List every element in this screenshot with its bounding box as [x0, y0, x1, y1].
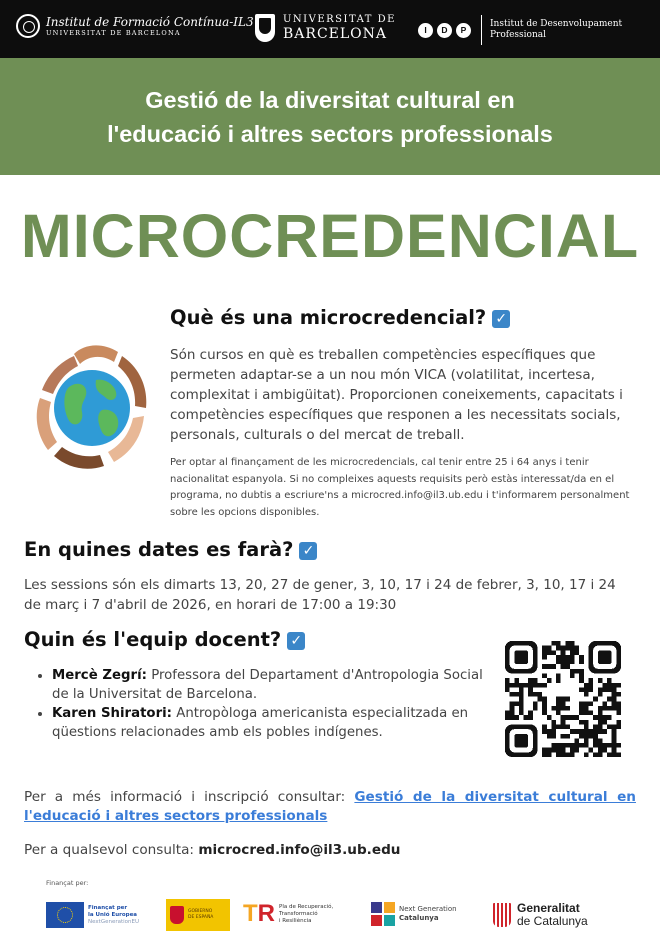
ngc-line2: Catalunya: [399, 914, 439, 922]
generalitat-logo: [493, 902, 588, 928]
idp-line1: Institut de Desenvolupament: [490, 19, 623, 29]
team-member-name: Karen Shiratori:: [52, 706, 173, 721]
team-member-desc: Professora del Departament d'Antropologia Social de la Universitat de Barcelona.: [52, 668, 483, 702]
eu-logo: [46, 902, 139, 928]
what-body: Són cursos en què es treballen competències específiques que permeten adaptar-se a un nou món VICA (volatilitat, incertesa, complexitat i ambigüitat). Proporcionen coneixements, capacitats i competències específiques que responen a les necessitats socials, personals, culturals o del mercat de treball.: [170, 347, 623, 443]
team-member-desc: Antropòloga americanista especialitzada en qüestions relacionades amb els pobles indígenes.: [52, 706, 469, 740]
course-title-banner: [0, 58, 660, 175]
idp-logo[interactable]: [418, 15, 622, 45]
ub-line2: BARCELONA: [283, 26, 388, 42]
course-title-line2: l'educació i altres sectors professionals: [107, 120, 553, 147]
team-member: [52, 704, 497, 742]
course-info-link[interactable]: Gestió de la diversitat cultural en l'educació i altres sectors professionals: [24, 789, 636, 824]
idp-letter-p: P: [456, 23, 471, 38]
prtr-line1: Pla de Recuperació,: [279, 903, 334, 910]
microcredencial-headline: MICROCREDENCIAL: [20, 202, 640, 270]
ub-logo[interactable]: [255, 13, 396, 42]
team-heading-text: Quin és l'equip docent?: [24, 628, 282, 651]
gov-line1: GOBIERNO: [188, 909, 213, 914]
prtr-logo: [243, 899, 333, 929]
contact-prefix: Per a qualsevol consulta:: [24, 842, 195, 858]
what-heading: [170, 306, 510, 329]
check-icon: ✓: [287, 632, 305, 650]
idp-divider: [481, 15, 482, 45]
more-info-paragraph: [24, 788, 636, 826]
spain-government-logo: [166, 899, 230, 931]
header-bar: [0, 0, 660, 58]
check-icon: ✓: [492, 310, 510, 328]
contact-line: [24, 842, 400, 858]
team-member-name: Mercè Zegrí:: [52, 668, 147, 683]
il3-name: Institut de Formació Contínua-IL3: [46, 14, 254, 29]
senyera-icon: [493, 903, 511, 927]
qr-code[interactable]: [505, 641, 621, 757]
idp-letter-i: I: [418, 23, 433, 38]
team-heading: [24, 628, 305, 651]
team-list: [24, 666, 497, 742]
team-member: [52, 666, 497, 704]
prtr-line2: Transformació: [279, 910, 318, 917]
dates-body: Les sessions són els dimarts 13, 20, 27 de gener, 3, 10, 17 i 24 de febrer, 3, 10, 17 i 24 de març i 7 d'abril de 2026, en horari de 17:00 a 19:30: [24, 577, 616, 613]
spain-coat-of-arms-icon: [170, 906, 184, 924]
idp-letter-d: D: [437, 23, 452, 38]
globe-hands-icon: [22, 336, 162, 481]
next-generation-catalunya-logo: [371, 902, 457, 926]
ub-line1: UNIVERSITAT DE: [283, 14, 396, 25]
gov-line2: DE ESPAÑA: [188, 915, 214, 920]
prtr-mark-icon: TR: [243, 900, 276, 927]
funding-eligibility-note: Per optar al finançament de les microcredencials, cal tenir entre 25 i 64 anys i tenir nacionalitat espanyola. Si no compleixes aquests requisits però estàs interessat/da en el programa, no dubtis a escriure'ns a microcred.info@il3.ub.edu i t'informarem personalment sobre les opcions disponibles.: [170, 457, 630, 518]
dates-heading: [24, 538, 317, 561]
il3-subtitle: UNIVERSITAT DE BARCELONA: [46, 28, 181, 37]
gen-line1: Generalitat: [517, 901, 580, 915]
ngc-squares-icon: [371, 902, 395, 926]
what-heading-text: Què és una microcredencial?: [170, 306, 487, 329]
contact-email[interactable]: microcred.info@il3.ub.edu: [198, 842, 401, 858]
eu-line2: la Unió Europea: [88, 911, 138, 918]
ngc-line1: Next Generation: [399, 905, 457, 913]
ub-shield-icon: [255, 14, 275, 42]
more-info-prefix: Per a més informació i inscripció consultar:: [24, 789, 346, 805]
funding-label: Finançat per:: [46, 879, 89, 887]
check-icon: ✓: [299, 542, 317, 560]
idp-line2: Professional: [490, 30, 547, 40]
gen-line2: de Catalunya: [517, 914, 588, 928]
dates-heading-text: En quines dates es farà?: [24, 538, 294, 561]
prtr-line3: i Resiliència: [279, 917, 312, 924]
eu-line3: NextGenerationEU: [88, 918, 139, 925]
course-title-line1: Gestió de la diversitat cultural en: [145, 86, 515, 113]
il3-seal-icon: [16, 14, 40, 38]
eu-flag-icon: [46, 902, 84, 928]
eu-line1: Finançat per: [88, 904, 128, 911]
il3-logo[interactable]: [16, 14, 254, 38]
